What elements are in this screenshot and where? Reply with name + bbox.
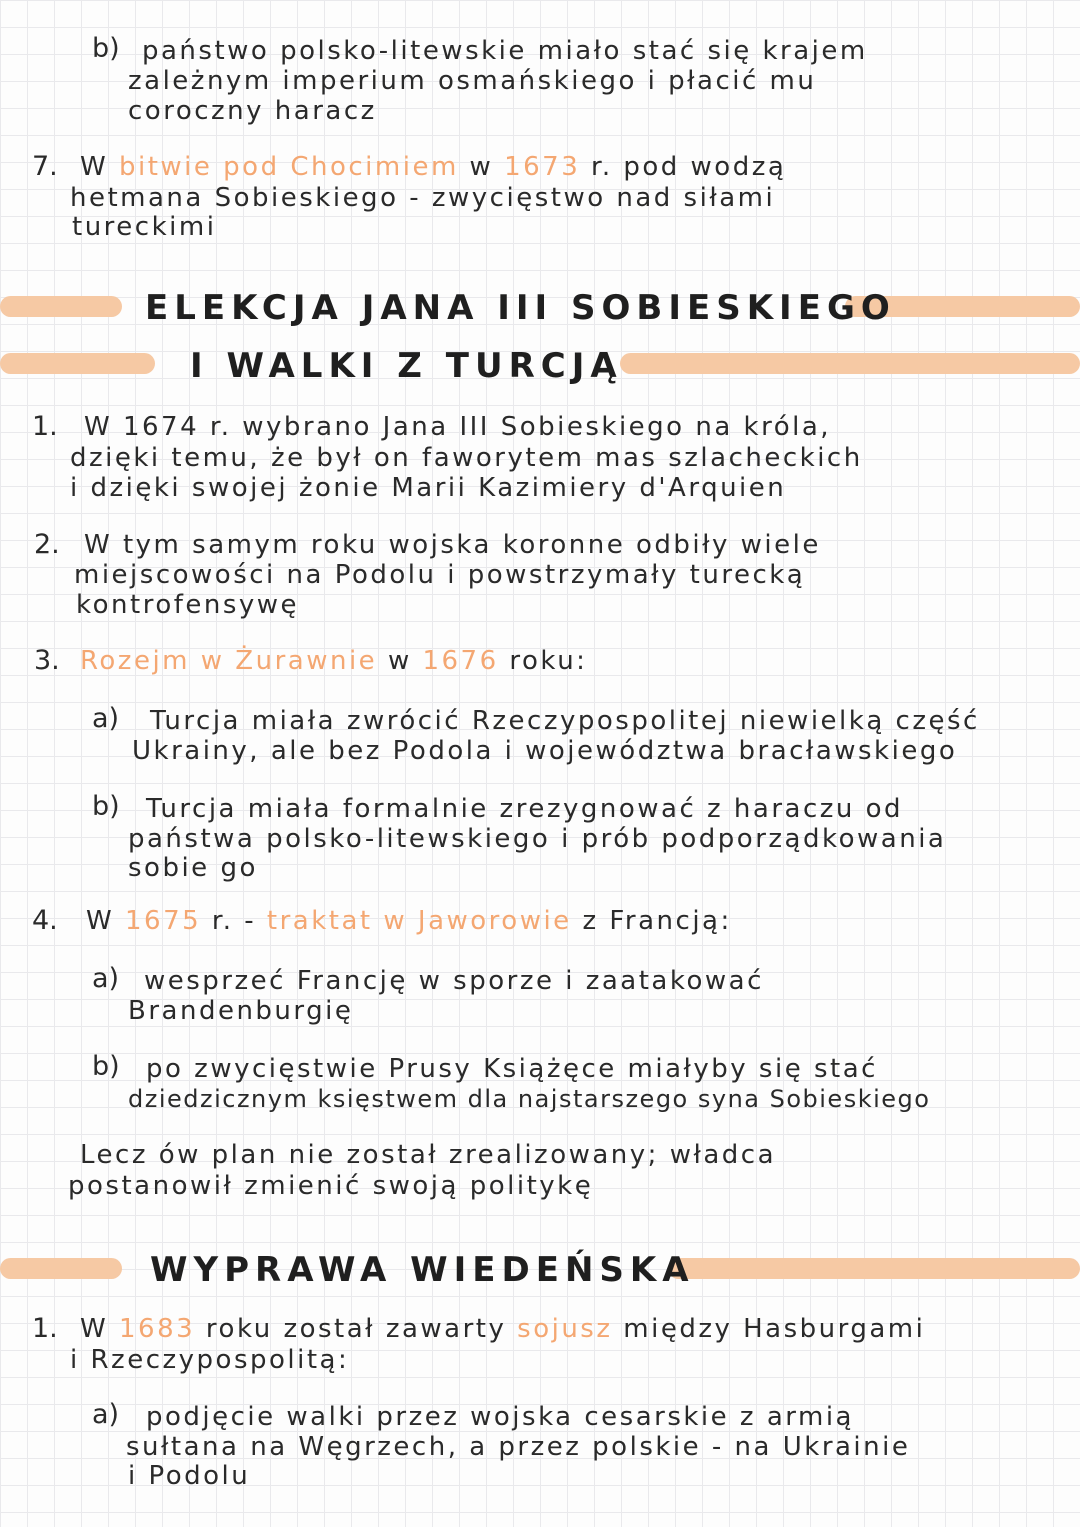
year: 1676	[422, 646, 499, 676]
year: 1683	[118, 1314, 196, 1344]
point-marker: b)	[92, 1051, 120, 1082]
heading-bar	[0, 1258, 122, 1279]
point-marker: b)	[92, 791, 120, 822]
heading-bar	[668, 1258, 1080, 1279]
heading-bar	[620, 353, 1080, 374]
text-line: Lecz ów plan nie został zrealizowany; władca	[80, 1140, 777, 1170]
text-line: Ukrainy, ale bez Podola i województwa bracławskiego	[132, 736, 958, 766]
text-line: kontrofensywę	[76, 590, 300, 620]
point-marker: a)	[92, 703, 120, 734]
point-marker: a)	[92, 1399, 120, 1430]
section-title: I WALKI Z TURCJĄ	[190, 346, 623, 386]
heading-bar	[0, 353, 155, 374]
text-line: Brandenburgię	[128, 996, 354, 1026]
text-line: dzięki temu, że był on faworytem mas szlacheckich	[70, 443, 863, 473]
item-line-first: W 1683 roku został zawarty sojusz między Hasburgami	[80, 1314, 926, 1344]
text-line: dziedzicznym księstwem dla najstarszego syna Sobieskiego	[128, 1085, 931, 1113]
highlight: Rozejm w Żurawnie	[80, 646, 378, 676]
item-number: 1.	[32, 1313, 58, 1344]
item-line-first: W bitwie pod Chocimiem w 1673 r. pod wodzą	[80, 152, 787, 182]
text-line: hetmana Sobieskiego - zwycięstwo nad siłami	[70, 183, 776, 213]
text-line: W tym samym roku wojska koronne odbiły wiele	[84, 530, 821, 560]
text-line: i Rzeczypospolitą:	[70, 1345, 350, 1375]
highlight: traktat w Jaworowie	[266, 906, 572, 936]
text-line: wesprzeć Francję w sporze i zaatakować	[144, 966, 764, 996]
text-line: coroczny haracz	[128, 96, 377, 126]
text-line: miejscowości na Podolu i powstrzymały turecką	[74, 560, 806, 590]
item-line-first: W 1675 r. - traktat w Jaworowie z Francją:	[86, 906, 732, 936]
section-title: ELEKCJA JANA III SOBIESKIEGO	[145, 288, 896, 328]
heading-bar	[0, 296, 122, 317]
text-line: sułtana na Węgrzech, a przez polskie - na Ukrainie	[126, 1432, 911, 1462]
item-number: 1.	[32, 411, 58, 442]
highlight: bitwie pod Chocimiem	[118, 152, 459, 182]
text-line: zależnym imperium osmańskiego i płacić mu	[128, 66, 817, 96]
text-line: postanowił zmienić swoją politykę	[68, 1171, 594, 1201]
text-line: i dzięki swojej żonie Marii Kazimiery d'Arquien	[70, 473, 787, 503]
item-number: 3.	[34, 645, 60, 676]
text-line: państwa polsko-litewskiego i prób podporządkowania	[128, 824, 947, 854]
text-line: i Podolu	[128, 1461, 251, 1491]
point-marker: a)	[92, 963, 120, 994]
text-line: Turcja miała zwrócić Rzeczypospolitej niewielką część	[150, 706, 980, 736]
year: 1675	[124, 906, 202, 936]
highlight: sojusz	[517, 1314, 613, 1344]
item-number: 2.	[34, 529, 60, 560]
text-line: państwo polsko-litewskie miało stać się krajem	[142, 36, 868, 66]
text-line: tureckimi	[72, 212, 217, 242]
text-line: podjęcie walki przez wojska cesarskie z armią	[146, 1402, 854, 1432]
item-number: 4.	[32, 905, 58, 936]
text-line: Turcja miała formalnie zrezygnować z haraczu od	[146, 794, 904, 824]
item-number: 7.	[32, 151, 58, 182]
text-line: po zwycięstwie Prusy Książęce miałyby się stać	[146, 1054, 878, 1084]
year: 1673	[504, 152, 581, 182]
text-line: sobie go	[128, 853, 258, 883]
text-line: W 1674 r. wybrano Jana III Sobieskiego na króla,	[84, 412, 832, 442]
section-title: WYPRAWA WIEDEŃSKA	[150, 1250, 695, 1290]
point-marker: b)	[92, 33, 120, 64]
item-line-first: Rozejm w Żurawnie w 1676 roku:	[80, 646, 588, 676]
